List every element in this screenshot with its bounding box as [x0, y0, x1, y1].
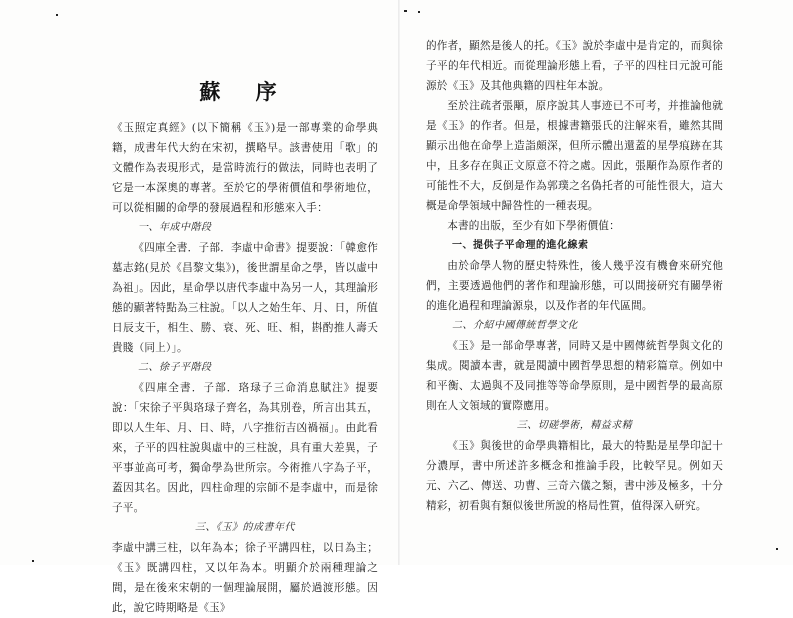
- section-heading-2: 二、徐子平階段: [138, 362, 212, 373]
- section-heading-4: 一、提供子平命理的進化線索: [452, 240, 589, 251]
- left-paragraph-1: 《玉照定真經》(以下簡稱《玉》)是一部專業的命學典籍，成書年代大約在宋初，撰略早。該書使用「歌」的文體作為表現形式，是當時流行的做法，同時也表明了它是一本深奧的專著。至於它的學術價值和學術地位，可以從相關的命學的發展過程和形態來入手：: [112, 122, 378, 214]
- left-paragraph-4: 李虛中講三柱，以年為本；徐子平講四柱，以日為主；《玉》既講四柱，又以年為本。明顯介於兩種理論之間，是在後來宋朝的一個理論展開，屬於過渡形態。因此，說它時期略是《玉》: [112, 542, 378, 614]
- right-paragraph-1: 的作者，顯然是後人的托。《玉》說於李虛中是肯定的，而與徐子平的年代相近。而從理論形態上看，子平的四柱日元說可能源於《玉》及其他典籍的四柱年本說。: [426, 40, 723, 92]
- left-paragraph-2: 《四庫全書．子部．李虛中命書》提要說：「韓愈作墓志銘(見於《昌黎文集》)，後世謂星命之學，皆以虛中為祖」。因此，星命學以唐代李虛中為另一人，其理論形態的顯著特點為三柱說。「以人之始生年、月、日，所值日辰支干，相生、勝、衰、死、旺、相，斟酌推人壽夭貴賤（同上）」。: [112, 242, 378, 354]
- section-heading-5: 二、介紹中國傳統哲學文化: [452, 320, 578, 331]
- scan-speck: [56, 14, 58, 16]
- scan-speck: [32, 560, 34, 562]
- right-paragraph-3: 本書的出版，至少有如下學術價值：: [447, 220, 620, 232]
- section-heading-3: 三、《玉》的成書年代: [195, 522, 295, 533]
- preface-title: 蘇 序: [199, 79, 291, 104]
- scan-speck: [404, 10, 407, 12]
- section-heading-1: 一、年成中階段: [138, 222, 212, 233]
- right-page: [400, 0, 793, 565]
- scan-speck: [776, 548, 778, 550]
- right-paragraph-6: 《玉》與後世的命學典籍相比，最大的特點是星學印記十分濃厚，書中所述許多概念和推論手段，比較罕見。例如天元、六乙、傳送、功曹、三奇六儀之類，書中涉及極多，十分精彩，初看與有類似後世所說的格局性質，值得深入研究。: [426, 440, 723, 512]
- right-paragraph-5: 《玉》是一部命學專著，同時又是中國傳統哲學與文化的集成。閱讀本書，就是閱讀中國哲學思想的精彩篇章。例如中和平衡、太過與不及同推等等命學原則，是中國哲學的最高原則在人文領域的實際應用。: [426, 340, 723, 412]
- right-paragraph-2: 至於注疏者張顒，原序說其人事迹已不可考，并推論他就是《玉》的作者。但是，根據書籍張氏的注解來看，雖然其間顯示出他在命學上造詣頗深，但所示體出還蓋的星學痕跡在其中，且多存在與正文原意不符之處。因此，張顒作為原作者的可能性不大，反倒是作為郭璞之名偽托者的可能性很大，這大概是命學領域中歸咎性的一種表現。: [426, 100, 723, 212]
- left-paragraph-3: 《四庫全書．子部．珞琭子三命消息賦注》提要說：「宋徐子平與珞琭子齊名，為其別卷，所言出其五，即以人生年、月、日、時，八字推衍吉凶禍福」。由此看來，子平的四柱說與虛中的三柱說，具有重大差異，子平事並高可考，獨命學為世所宗。今術推八字為子平，蓋因其名。因此，四柱命理的宗師不是李虛中，而是徐子平。: [112, 382, 378, 514]
- scan-speck: [418, 11, 420, 13]
- section-heading-6: 三、切磋學術，精益求精: [516, 420, 633, 431]
- right-paragraph-4: 由於命學人物的歷史特殊性，後人幾乎沒有機會來研究他們，主要透過他們的著作和理論形態，可以間接研究有關學術的進化過程和理論源泉，以及作者的年代區間。: [426, 260, 723, 312]
